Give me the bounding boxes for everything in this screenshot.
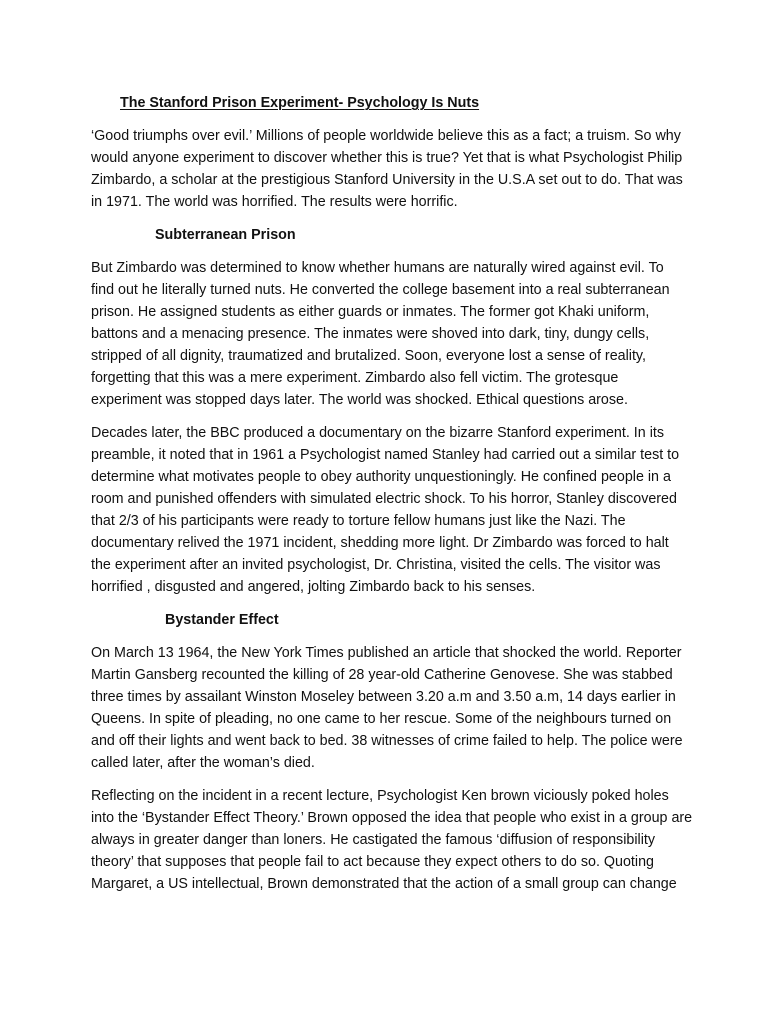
text-line: room and punished offenders with simulated electric shock. To his horror, Stanley discovered bbox=[91, 491, 677, 507]
paragraph-intro bbox=[91, 125, 691, 213]
text-line: Decades later, the BBC produced a documentary on the bizarre Stanford experiment. In its bbox=[91, 425, 664, 441]
text-line: forgetting that this was a mere experiment. Zimbardo also fell victim. The grotesque bbox=[91, 370, 619, 386]
text-line: Martin Gansberg recounted the killing of 28 year-old Catherine Genovese. She was stabbed bbox=[91, 667, 673, 683]
text-line: battons and a menacing presence. The inmates were shoved into dark, tiny, dungy cells, bbox=[91, 326, 650, 342]
text-line: three times by assailant Winston Moseley between 3.20 a.m and 3.50 a.m, 14 days earlier in bbox=[91, 689, 676, 705]
paragraph-zimbardo bbox=[91, 257, 691, 411]
text-line: experiment was stopped days later. The world was shocked. Ethical questions arose. bbox=[91, 392, 628, 408]
text-line: Zimbardo, a scholar at the prestigious Stanford University in the U.S.A set out to do. That was bbox=[91, 172, 683, 188]
text-line: Queens. In spite of pleading, no one came to her rescue. Some of the neighbours turned on bbox=[91, 711, 672, 727]
text-line: Reflecting on the incident in a recent lecture, Psychologist Ken brown viciously poked holes bbox=[91, 788, 669, 804]
text-line: theory’ that supposes that people fail to act because they expect others to do so. Quoting bbox=[91, 854, 654, 870]
section-heading-bystander-effect: Bystander Effect bbox=[165, 612, 279, 628]
paragraph-bbc-documentary bbox=[91, 422, 691, 598]
text-line: ‘Good triumphs over evil.’ Millions of people worldwide believe this as a fact; a truism. So why bbox=[91, 128, 681, 144]
text-line: Margaret, a US intellectual, Brown demonstrated that the action of a small group can change bbox=[91, 876, 677, 892]
text-line: horrified , disgusted and angered, jolting Zimbardo back to his senses. bbox=[91, 579, 536, 595]
text-line: prison. He assigned students as either guards or inmates. The former got Khaki uniform, bbox=[91, 304, 650, 320]
text-line: called later, after the woman’s died. bbox=[91, 755, 315, 771]
text-line: that 2/3 of his participants were ready to torture fellow humans just like the Nazi. The bbox=[91, 513, 626, 529]
text-line: documentary relived the 1971 incident, shedding more light. Dr Zimbardo was forced to halt bbox=[91, 535, 669, 551]
text-line: the experiment after an invited psychologist, Dr. Christina, visited the cells. The visitor was bbox=[91, 557, 661, 573]
text-line: into the ‘Bystander Effect Theory.’ Brown opposed the idea that people who exist in a group are bbox=[91, 810, 693, 826]
text-line: preamble, it noted that in 1961 a Psychologist named Stanley had carried out a similar test to bbox=[91, 447, 680, 463]
text-line: in 1971. The world was horrified. The results were horrific. bbox=[91, 194, 458, 210]
text-line: stripped of all dignity, traumatized and brutalized. Soon, everyone lost a sense of reality, bbox=[91, 348, 646, 364]
document-body bbox=[91, 92, 691, 906]
text-line: always in greater danger than loners. He castigated the famous ‘diffusion of responsibility bbox=[91, 832, 655, 848]
paragraph-ken-brown bbox=[91, 785, 691, 895]
text-line: would anyone experiment to discover whether this is true? Yet that is what Psychologist Philip bbox=[91, 150, 683, 166]
paragraph-genovese bbox=[91, 642, 691, 774]
text-line: On March 13 1964, the New York Times published an article that shocked the world. Reporter bbox=[91, 645, 682, 661]
text-line: determine what motivates people to obey authority unquestioningly. He confined people in a bbox=[91, 469, 671, 485]
document-title: The Stanford Prison Experiment- Psychology Is Nuts bbox=[120, 95, 480, 111]
section-heading-subterranean-prison: Subterranean Prison bbox=[155, 227, 296, 243]
text-line: and off their lights and went back to bed. 38 witnesses of crime failed to help. The police were bbox=[91, 733, 683, 749]
text-line: find out he literally turned nuts. He converted the college basement into a real subterranean bbox=[91, 282, 670, 298]
text-line: But Zimbardo was determined to know whether humans are naturally wired against evil. To bbox=[91, 260, 664, 276]
